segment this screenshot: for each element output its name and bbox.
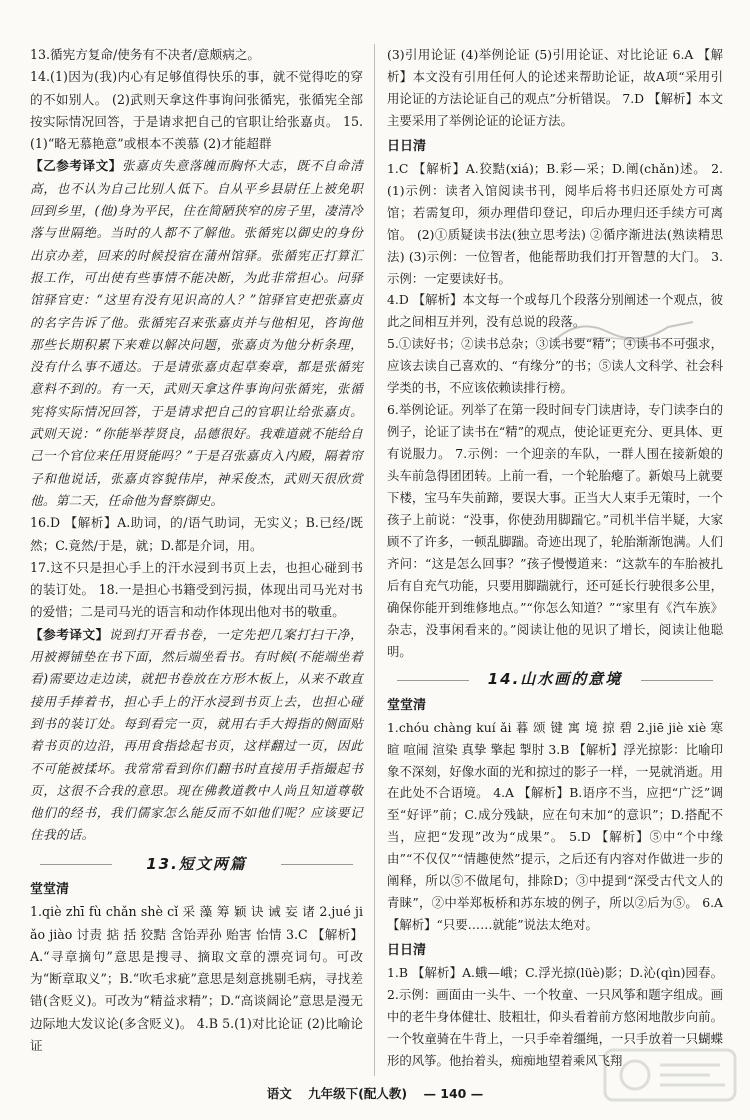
answer-text: 5.①读好书；②读书总杂；③读书要“精”；④读书不可强求，应该去读自己喜欢的、“有缘分”的书；⑤读人文科学、社会科学类的书，不应该依赖读排行榜。: [387, 336, 723, 396]
translation-tag: 【乙参考译文】: [30, 158, 122, 174]
answer-item: [30, 155, 363, 512]
answer-item: [30, 557, 363, 624]
section-heading: 堂堂清: [387, 697, 427, 713]
answer-item: [387, 158, 723, 290]
section-text: 1.B 【解析】A.蛾—峨；C.浮光掠(lüè)影；D.沁(qìn)园春。 2.示例：画面由一头牛、一个牧童、一只风筝和题字组成。画中的老牛身体健壮、肢粗壮，仰头看着前方悠闲地散步向前。一个牧童骑在牛背上，一只手牵着缰绳，一只手放着一只蝴蝶形的风筝。他抬着头，痴痴地望着乘风飞翔: [387, 965, 723, 1068]
footer-subject: 语文: [266, 1086, 292, 1101]
answer-item: [30, 66, 363, 155]
section-text: 1.chóu chàng kuí ǎi 暮 颂 键 寓 境 掠 碧 2.jiē jiè xiè 寒暄 喧闹 渲染 真挚 擎起 掣肘 3.B 【解析】浮光掠影：比喻印象不深刻，好像水面的光和掠过的影子一样，一晃就消逝。用在此处不合语境。 4.A 【解析】B.语序不当，应把“广泛”调至“好评”前；C.成分残缺，应在句末加“的意识”；D.搭配不当，应把“发现”改为“成果”。 5.D 【解析】⑤中“个中缘由”“不仅仅”“情趣使然”提示，之后还有内容对作做进一步的阐释，所以⑤不做尾句，排除D；③中提到“深受古代文人的青睐”，②中举郑板桥和苏东坡的例子，所以②后为⑤。 6.A 【解析】“只要……就能”说法太绝对。: [387, 719, 723, 933]
footer-grade: 九年级下(配人教): [308, 1086, 408, 1101]
answer-item: [30, 512, 363, 557]
lesson13-title: 13.短文两篇: [30, 853, 363, 875]
page-footer: [0, 1084, 750, 1102]
column-divider: [374, 44, 375, 1076]
translation-tag: 【参考译文】: [30, 626, 109, 642]
page-number: — 140 —: [423, 1086, 484, 1101]
answer-text: 14.(1)因为(我)内心有足够值得快乐的事，就不觉得吃的穿的不如别人。 (2)武则天拿这件事询问张循宪，张循宪全部按实际情况回答，于是请求把自己的官职让给张嘉贞。 15.(1)“略无慕艳意”或根本不羡慕 (2)才能超群: [30, 69, 363, 152]
answer-text: 张嘉贞失意落魄而胸怀大志，既不自命清高，也不认为自己比别人低下。自从平乡县尉任上被免职回到乡里，(他)身为平民，住在简陋狭窄的房子里，凄清冷落与世隔绝。当时的人都不了解他。张循宪以御史的身份出京办差，回来的时候投宿在蒲州馆驿。张循宪正打算汇报工作，可出使有些事情不能决断，为此非常担心。问驿馆驿官吏：“这里有没有见识高的人？”馆驿官吏把张嘉贞的名字告诉了他。张循宪召来张嘉贞并与他相见，咨询他那些长期积累下来难以解决问题，张嘉贞为他分析条理，没有什么事不通达。于是请张嘉贞起草奏章，都是张循宪意料不到的。有一天，武则天拿这件事询问张循宪，张循宪将实际情况回答，于是请求把自己的官职让给张嘉贞。武则天说：“你能举荐贤良，品德很好。我难道就不能给自己一个官位来任用贤能吗？”于是召张嘉贞入内殿，隔着帘子和他说话，张嘉贞容貌伟岸，神采俊杰，武则天很欣赏他。第二天，任命他为督察御史。: [30, 158, 363, 508]
section-heading: 日日清: [387, 943, 427, 959]
lesson14-title: 14.山水画的意境: [387, 669, 723, 691]
stamp-icon: [548, 312, 698, 352]
answer-text: 16.D 【解析】A.助词，的/语气助词，无实义；B.已经/既然；C.竟然/于是，就；D.都是介词，用。: [30, 515, 363, 553]
answer-item: [387, 399, 723, 662]
answer-text: (3)引用论证 (4)举例论证 (5)引用论证、对比论证 6.A 【解析】本文没有引用任何人的论述来帮助论证，故A项“采用引用论证的方法论证自己的观点”分析错误。 7.D 【解析】本文主要采用了举例论证的论证方法。: [387, 47, 723, 128]
answer-text: 17.这不只是担心手上的汗水浸到书页上去，也担心碰到书的装订处。 18.一是担心书籍受到污损，体现出司马光对书的爱惜；二是司马光的语言和动作体现出他对书的敬重。: [30, 559, 363, 620]
answer-text: 说到打开看书卷，一定先把几案打扫干净，用被褥铺垫在书下面，然后端坐看书。有时候(不能端坐着看)需要边走边读，就把书卷放在方形木板上，从来不敢直接用手捧着书，担心手上的汗水浸到书页上去，也担心碰到书的装订处。每到看完一页，就用右手大拇指的侧面贴着书页的边沿，再用食指捻起书页，这样翻过一页，因此不可能被揉坏。我常常看到你们翻书时直接用手指撮起书页，这很不合我的意思。现在佛教道教中人尚且知道尊敬他们的经书，我们儒家怎么能反而不如他们呢？应该要记住我的话。: [30, 626, 364, 843]
answer-item: [30, 624, 363, 847]
riri-heading: 日日清: [387, 138, 427, 154]
answer-text: 6.举例论证。列举了在第一段时间专门读唐诗，专门读李白的例子，论证了读书在“精”的观点，使论证更充分、更具体、更有说服力。 7.示例：一个迎亲的车队，一群人围在接新娘的头车前急得团团转。上前一看，一个轮胎瘪了。新娘马上就要下楼，宝马车失前蹄，要误大事。正当大人束手无策时，一个孩子上前说：“没事，你使劲用脚踹它。”司机半信半疑，大家顾不了许多，一顿乱脚踹。奇迹出现了，轮胎渐渐饱满。人们齐问：“这是怎么回事？”孩子慢慢道来：“这款车的车胎被扎后有自充气功能，只要用脚踹就行，还可延长行驶很多公里，确保你能开到维修地点。”“你怎么知道？”“家里有《汽车族》杂志，没事闲看来的。”阅读让他的见识了增长，阅读让他聪明。: [387, 402, 723, 659]
section-text: 1.qiè zhī fù chǎn shè cǐ 采 藻 筹 颖 诀 诫 妄 诸 2.jué jiǎo jiào 讨责 掂 括 狡黠 含饴弄孙 贻害 怡情 3.C 【解析】A.“寻章摘句”意思是搜寻、摘取文章的漂亮词句。可改为“断章取义”；B.“吹毛求疵”意思是刻意挑剔毛病，寻找差错(含贬义)。可改为“精益求精”；D.“高谈阔论”意思是漫无边际地大发议论(多含贬义)。 4.B 5.(1)对比论证 (2)比喻论证: [30, 904, 363, 1054]
right-column: [387, 44, 723, 1076]
section-heading: 堂堂清: [30, 881, 70, 897]
answer-item: [30, 44, 363, 66]
answer-item: [387, 44, 723, 132]
answer-text: 13.循宪方复命/使务有不决者/意颇病之。: [30, 47, 261, 62]
answer-text: 4.D 【解析】本文每一个或每几个段落分别阐述一个观点，彼此之间相互并列，没有总说的段落。: [387, 292, 723, 330]
answer-text: 1.C 【解析】A.狡黠(xiá)；B.彩—采；D.阐(chǎn)述。 2.(1)示例：读者入馆阅读书刊，阅毕后将书归还原处方可离馆；若需复印，须办理借印登记，印后办理归还手续方可离馆。 (2)①质疑读书法(独立思考法) ②循序渐进法(熟读精思法) (3)示例：一位智者，他能帮助我们打开智慧的大门。 3.示例：一定要读好书。: [387, 160, 723, 286]
left-column: [30, 44, 363, 1076]
